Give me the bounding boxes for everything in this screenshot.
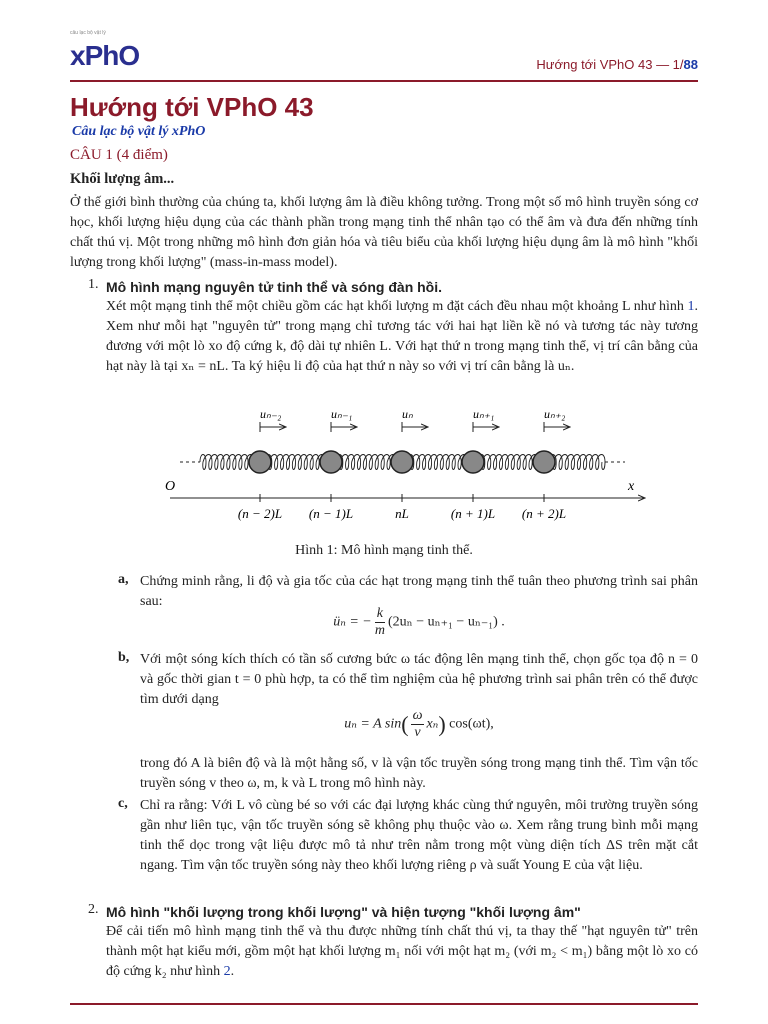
question-heading: CÂU 1 (4 điểm) xyxy=(70,147,168,163)
part-b-text: Với một sóng kích thích có tần số cương bức ω tác động lên mạng tinh thể, chọn gốc tọa độ n = 0 và gốc thời gian t = 0 phù hợp, ta có thể tìm nghiệm của hệ phương trình sai phân trên có thể được tìm dưới dạng xyxy=(140,652,698,707)
club-name: Câu lạc bộ vật lý xPhO xyxy=(72,124,206,139)
section1-number: 1. xyxy=(88,277,99,292)
displacement-label: uₙ₋₁ xyxy=(331,407,353,421)
displacement-label: uₙ₊₂ xyxy=(544,407,566,421)
origin-label: O xyxy=(165,479,176,494)
part-b-label: b, xyxy=(118,650,130,665)
tick-label: (n − 1)L xyxy=(308,506,354,521)
atom-mass xyxy=(462,451,484,473)
figure1-caption: Hình 1: Mô hình mạng tinh thể. xyxy=(295,543,473,558)
total-pages-link[interactable]: 88 xyxy=(683,57,698,72)
atom-mass xyxy=(391,451,413,473)
section2-heading: Mô hình "khối lượng trong khối lượng" và hiện tượng "khối lượng âm" xyxy=(106,904,581,920)
running-header: Hướng tới VPhO 43 — 1/88 xyxy=(536,57,698,72)
footer-rule xyxy=(70,1003,698,1005)
part-a-text: Chứng minh rằng, li độ và gia tốc của các hạt trong mạng tinh thể tuân theo phương trình sai phân sau: xyxy=(140,574,698,609)
section2-number: 2. xyxy=(88,902,99,917)
fig1-link[interactable]: 1 xyxy=(687,299,695,314)
page-title: Hướng tới VPhO 43 xyxy=(70,92,314,122)
section1-heading: Mô hình mạng nguyên tử tinh thể và sóng đàn hồi. xyxy=(106,279,443,295)
tick-label: (n − 2)L xyxy=(237,506,283,521)
atom-mass xyxy=(320,451,342,473)
fig2-link[interactable]: 2 xyxy=(223,964,231,979)
part-b-after: trong đó A là biên độ và là một hằng số, v là vận tốc truyền sóng trong mạng tinh thể. Tìm vận tốc truyền sóng v theo ω, m, k và L trong mô hình này. xyxy=(140,756,698,791)
atom-mass xyxy=(249,451,271,473)
equation-b: uₙ = A sin( $\frac{\omega}{v}$ xₙ) cos(ωt), xyxy=(344,708,494,740)
displacement-label: uₙ xyxy=(402,407,413,421)
tick-label: (n + 1)L xyxy=(450,506,496,521)
atom-mass xyxy=(533,451,555,473)
tick-label: nL xyxy=(395,506,409,521)
equation-a: üₙ = − $\frac{k}{m}$ (2uₙ − uₙ₊₁ − uₙ₋₁) . xyxy=(333,606,505,638)
part-c-label: c, xyxy=(118,796,128,811)
question-subtitle: Khối lượng âm... xyxy=(70,171,175,187)
displacement-label: uₙ₊₁ xyxy=(473,407,495,421)
logo-brand: xPhO xyxy=(70,40,140,71)
part-c-text: Chỉ ra rằng: Với L vô cùng bé so với các đại lượng khác cùng thứ nguyên, môi trường truyền sóng gần như liên tục, vận tốc truyền sóng sẽ không phụ thuộc vào ω. Xem rằng trung bình mỗi mạng tinh thể dọc trong vật liệu được mô tả như trên nằm trong một vùng diện tích ΔS trên mặt cắt ngang. Tìm vận tốc truyền sóng này theo khối lượng riêng ρ và suất Young E của vật liệu. xyxy=(140,798,698,873)
xpho-logo xyxy=(70,30,145,75)
header-rule xyxy=(70,80,698,82)
part-a-label: a, xyxy=(118,572,129,587)
section2-body: Mô hình "khối lượng trong khối lượng" và hiện tượng "khối lượng âm" Để cải tiến mô hình mạng tinh thể và thu được những tính chất thú vị, ta thay thế "hạt nguyên tử" trên thành một hạt kiểu mới, gồm một hạt khối lượng m₁ nối với một hạt m₂ (với m₂ < m₁) bằng một lò xo có độ cứng k₂ như hình 2. xyxy=(106,904,698,979)
tick-label: (n + 2)L xyxy=(521,506,567,521)
intro-paragraph: Ở thế giới bình thường của chúng ta, khối lượng âm là điều không tưởng. Trong một số mô hình truyền sóng cơ học, khối lượng hiệu dụng của các thành phần trong mạng tinh thể nhân tạo có thể âm và đưa đến những tính chất thú vị. Một trong những mô hình đơn giản hóa và tiêu biểu của khối lượng hiệu dụng âm là mô hình "khối lượng trong khối lượng" (mass-in-mass model). xyxy=(70,195,698,270)
axis-label: x xyxy=(628,479,635,494)
section1-body: Mô hình mạng nguyên tử tinh thể và sóng đàn hồi. Xét một mạng tinh thể một chiều gồm các hạt khối lượng m đặt cách đều nhau một khoảng L như hình 1. Xem như mỗi hạt "nguyên tử" trong mạng chỉ tương tác với hai hạt liền kề nó và tương tác này tương đương với một lò xo độ cứng k, độ dài tự nhiên L. Với hạt thứ n trong mạng tinh thể, vị trí cân bằng của hạt này là tại xₙ = nL. Ta ký hiệu li độ của hạt thứ n này so với vị trí cân bằng là uₙ. xyxy=(106,279,698,374)
logo-tagline: câu lạc bộ vật lý xyxy=(70,30,106,36)
lattice-figure xyxy=(150,400,670,530)
displacement-label: uₙ₋₂ xyxy=(260,407,282,421)
